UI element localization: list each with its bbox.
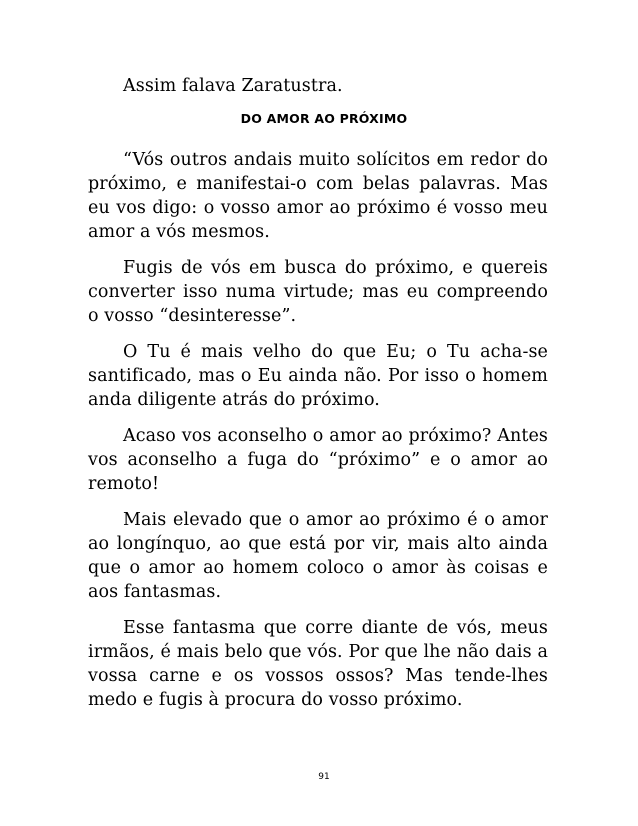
section-heading: DO AMOR AO PRÓXIMO xyxy=(240,111,408,126)
page-content xyxy=(88,74,548,724)
page-number: 91 xyxy=(318,772,330,782)
paragraph-1: “Vós outros andais muito solícitos em redor do próximo, e manifestai-o com belas palavras. Mas eu vos digo: o vosso amor ao próximo é vosso meu amor a vós mesmos. xyxy=(88,150,548,242)
paragraph-3: O Tu é mais velho do que Eu; o Tu acha-se santificado, mas o Eu ainda não. Por isso o homem anda diligente atrás do próximo. xyxy=(88,342,548,410)
paragraph-6: Esse fantasma que corre diante de vós, meus irmãos, é mais belo que vós. Por que lhe não dais a vossa carne e os vossos ossos? Mas tende-lhes medo e fugis à procura do vosso próximo. xyxy=(88,618,548,710)
paragraph-2: Fugis de vós em busca do próximo, e quereis converter isso numa virtude; mas eu compreendo o vosso “desinteresse”. xyxy=(88,258,548,326)
paragraph-4: Acaso vos aconselho o amor ao próximo? Antes vos aconselho a fuga do “próximo” e o amor ao remoto! xyxy=(88,426,548,494)
paragraph-5: Mais elevado que o amor ao próximo é o amor ao longínquo, ao que está por vir, mais alto ainda que o amor ao homem coloco o amor às coisas e aos fantasmas. xyxy=(88,510,548,602)
intro-line: Assim falava Zaratustra. xyxy=(123,76,343,96)
